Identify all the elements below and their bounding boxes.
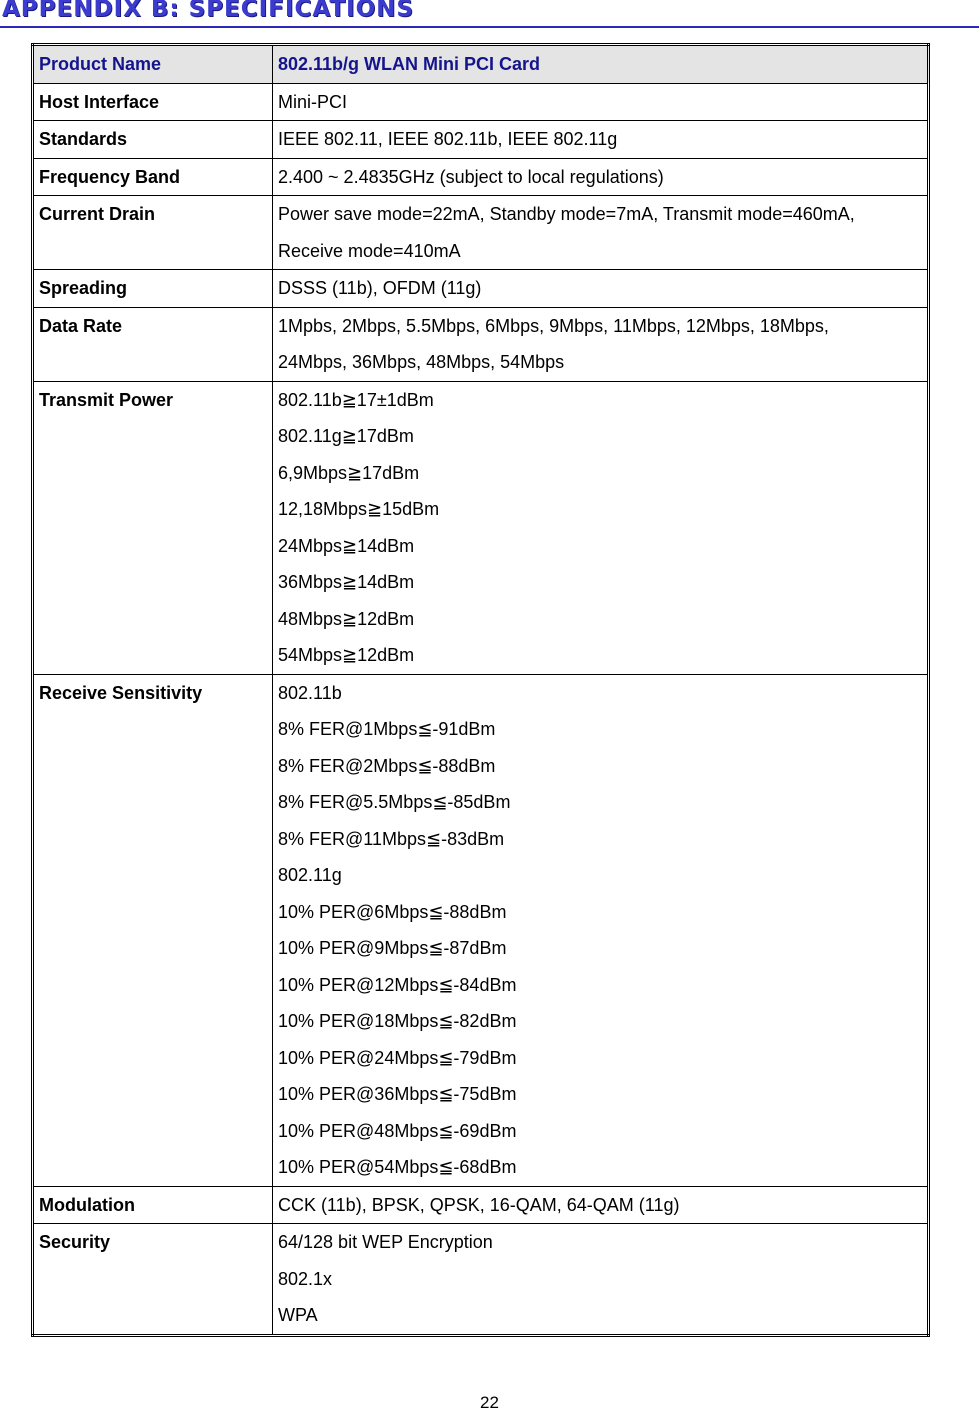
spec-value-line: 6,9Mbps≧17dBm [278, 462, 420, 483]
appendix-heading-bar [0, 0, 979, 28]
spec-value-line: 802.11g [278, 865, 342, 885]
spec-value-line: 802.11g≧17dBm [278, 426, 414, 446]
page-number: 22 [480, 1393, 499, 1412]
spec-value-line: 802.11b≧17±1dBm [278, 389, 434, 410]
spec-value-line: 8% FER@5.5Mbps≦-85dBm [278, 792, 511, 812]
spec-value-line: 48Mbps≧12dBm [278, 608, 415, 629]
spec-label: Data Rate [33, 307, 273, 381]
table-row [33, 121, 929, 159]
spec-value [273, 307, 929, 381]
spec-value-line: 24Mbps, 36Mbps, 48Mbps, 54Mbps [278, 352, 565, 372]
spec-value [273, 674, 929, 1186]
table-row [33, 158, 929, 196]
spec-value-line: Mini-PCI [278, 91, 348, 112]
spec-label: Current Drain [33, 196, 273, 270]
spec-label: Standards [33, 121, 273, 159]
spec-value-line: 12,18Mbps≧15dBm [278, 499, 440, 519]
spec-value-line: WPA [278, 1305, 318, 1325]
table-row [33, 307, 929, 381]
table-row [33, 83, 929, 121]
spec-value-line: CCK (11b), BPSK, QPSK, 16-QAM, 64-QAM (11g) [278, 1194, 680, 1215]
specifications-table [31, 43, 930, 1337]
spec-value-line: 8% FER@1Mbps≦-91dBm [278, 719, 496, 739]
spec-value-line: Receive mode=410mA [278, 240, 461, 261]
table-row [33, 196, 929, 270]
spec-value [273, 1186, 929, 1224]
table-row [33, 1186, 929, 1224]
spec-value [273, 121, 929, 159]
spec-value-line: 10% PER@9Mbps≦-87dBm [278, 938, 507, 958]
spec-value-line: 1Mpbs, 2Mbps, 5.5Mbps, 6Mbps, 9Mbps, 11Mbps, 12Mbps, 18Mbps, [278, 315, 829, 336]
spec-value-line: DSSS (11b), OFDM (11g) [278, 278, 482, 298]
spec-value-line: Power save mode=22mA, Standby mode=7mA, Transmit mode=460mA, [278, 204, 855, 224]
spec-label: Frequency Band [33, 158, 273, 196]
spec-value-line: 802.11b [278, 682, 342, 703]
spec-value-line: 10% PER@12Mbps≦-84dBm [278, 974, 517, 995]
spec-value-line: IEEE 802.11, IEEE 802.11b, IEEE 802.11g [278, 129, 618, 149]
spec-value-line: 10% PER@24Mbps≦-79dBm [278, 1047, 517, 1068]
spec-value-line: 10% PER@6Mbps≦-88dBm [278, 901, 507, 922]
product-name-value: 802.11b/g WLAN Mini PCI Card [273, 45, 929, 84]
spec-value-line: 64/128 bit WEP Encryption [278, 1232, 493, 1252]
spec-label: Spreading [33, 270, 273, 308]
spec-label: Host Interface [33, 83, 273, 121]
spec-value-line: 8% FER@11Mbps≦-83dBm [278, 828, 505, 849]
table-row [33, 1224, 929, 1336]
spec-value-line: 2.400 ~ 2.4835GHz (subject to local regulations) [278, 166, 664, 187]
table-header-row [33, 45, 929, 84]
spec-value [273, 381, 929, 674]
appendix-heading: APPENDIX B: SPECIFICATIONS [2, 0, 414, 22]
spec-value [273, 196, 929, 270]
spec-value-line: 10% PER@54Mbps≦-68dBm [278, 1157, 517, 1177]
spec-value-line: 36Mbps≧14dBm [278, 572, 415, 592]
spec-value [273, 270, 929, 308]
spec-value-line: 10% PER@18Mbps≦-82dBm [278, 1011, 517, 1031]
spec-value-line: 54Mbps≧12dBm [278, 645, 415, 665]
spec-value-line: 10% PER@36Mbps≦-75dBm [278, 1084, 517, 1104]
spec-value-line: 24Mbps≧14dBm [278, 535, 415, 556]
spec-label: Modulation [33, 1186, 273, 1224]
table-row [33, 381, 929, 674]
table-row [33, 270, 929, 308]
spec-value [273, 83, 929, 121]
spec-value-line: 802.1x [278, 1268, 333, 1289]
spec-label: Receive Sensitivity [33, 674, 273, 1186]
spec-value [273, 158, 929, 196]
spec-value-line: 10% PER@48Mbps≦-69dBm [278, 1120, 517, 1141]
spec-value [273, 1224, 929, 1336]
spec-label: Security [33, 1224, 273, 1336]
spec-value-line: 8% FER@2Mbps≦-88dBm [278, 755, 496, 776]
product-name-label: Product Name [33, 45, 273, 84]
table-row [33, 674, 929, 1186]
spec-label: Transmit Power [33, 381, 273, 674]
